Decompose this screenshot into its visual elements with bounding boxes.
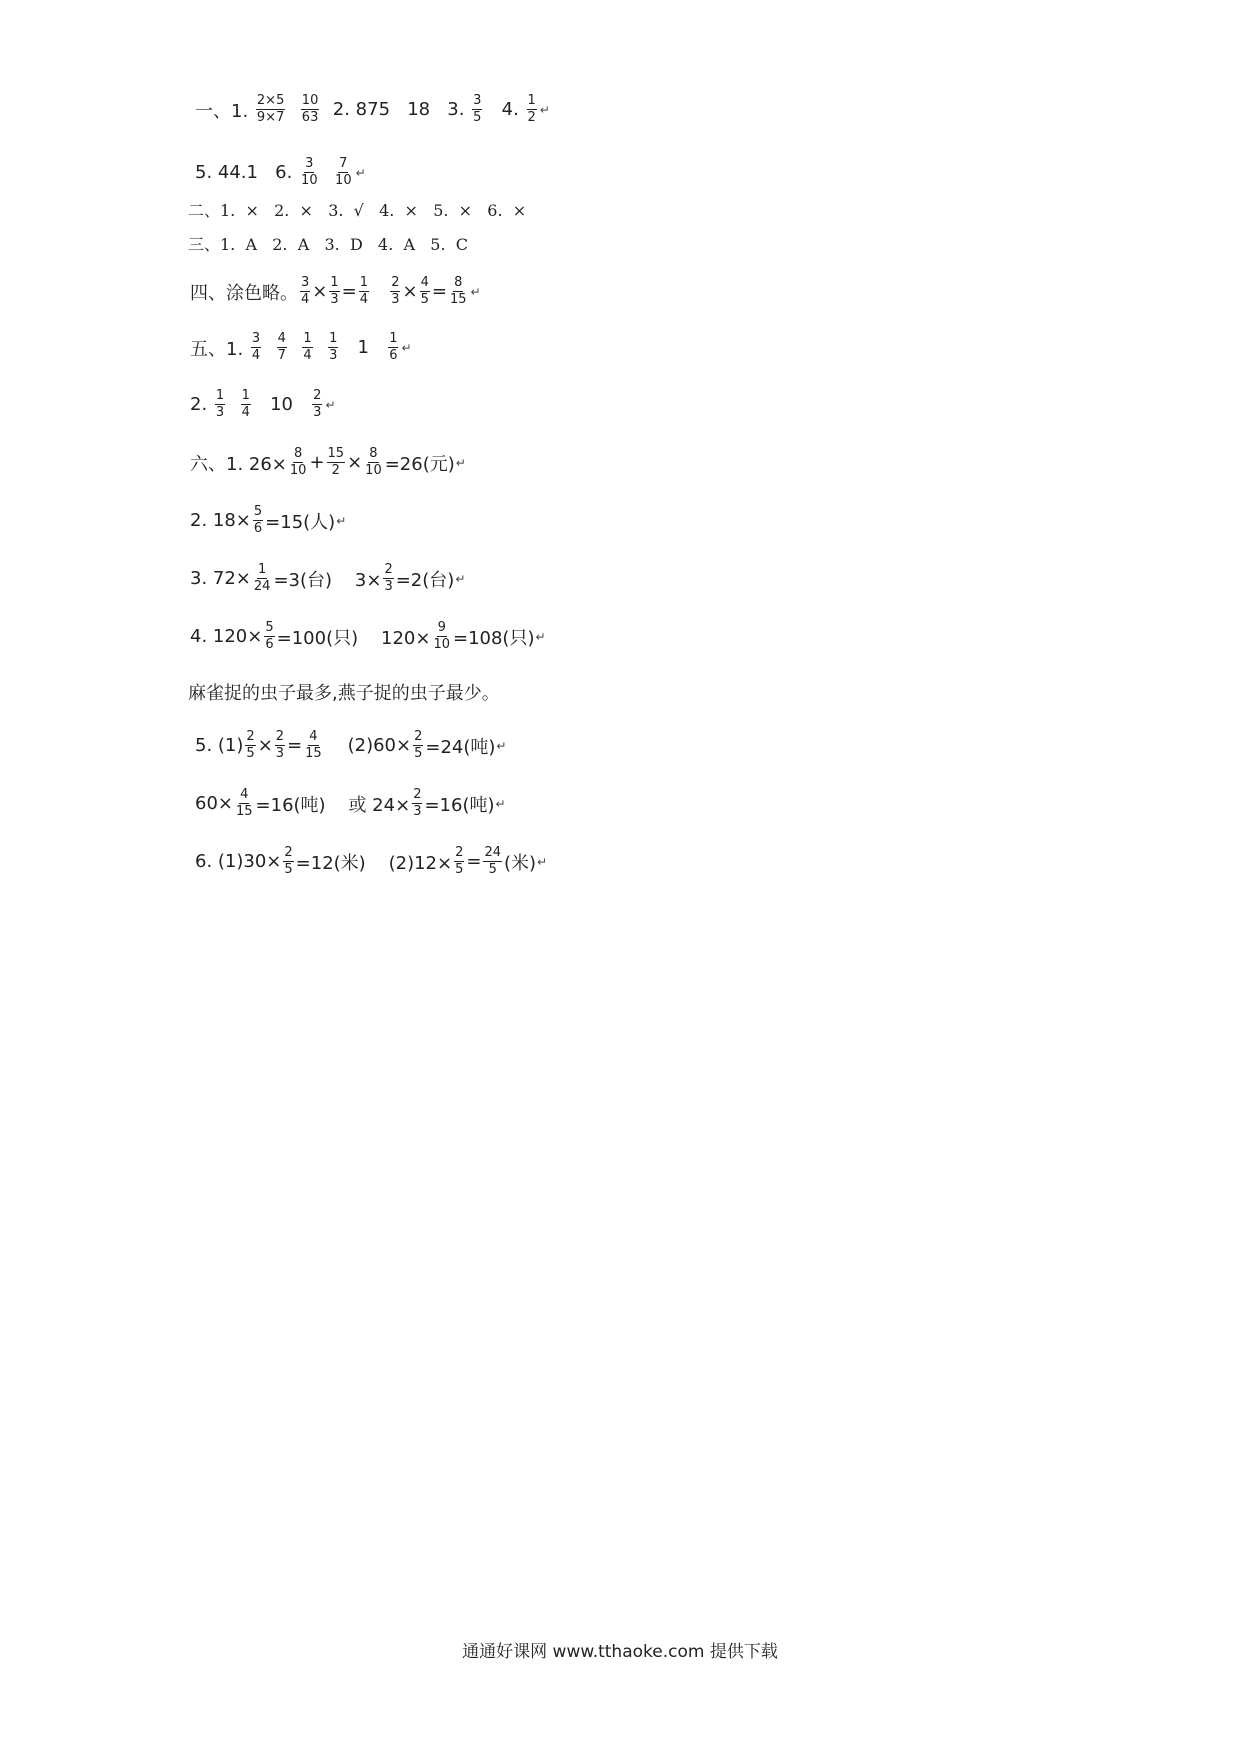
fraction-denominator: 5	[455, 862, 464, 877]
answer-text: 六、1. 26×	[190, 453, 287, 475]
fraction-numerator: 2	[313, 388, 322, 403]
fraction	[383, 563, 393, 594]
answer-line	[190, 563, 465, 594]
fraction	[235, 788, 254, 819]
fraction-numerator: 4	[309, 729, 318, 744]
answer-text: ×	[257, 735, 273, 756]
fraction-numerator: 1	[389, 331, 398, 346]
fraction-denominator: 10	[433, 637, 450, 652]
fraction-denominator: 5	[473, 110, 482, 125]
answer-text: 麻雀捉的虫子最多,燕子捉的虫子最少。	[188, 683, 500, 704]
fraction-denominator: 3	[215, 405, 225, 420]
fraction	[432, 621, 451, 652]
answer-text	[321, 162, 332, 183]
answer-text: =	[466, 851, 482, 872]
answer-line	[190, 276, 481, 307]
answer-text: =12(米) (2)12×	[295, 852, 453, 874]
fraction-numerator: 1	[258, 562, 267, 577]
fraction	[275, 730, 285, 761]
fraction	[241, 389, 251, 420]
fraction-numerator: 1	[303, 331, 312, 346]
answer-text: =	[431, 281, 447, 302]
fraction	[527, 94, 537, 125]
fraction-denominator: 4	[241, 405, 250, 420]
fraction-numerator: 8	[454, 275, 463, 290]
fraction	[334, 157, 353, 188]
answer-text: 4. 120×	[190, 626, 263, 647]
fraction	[472, 94, 482, 125]
fraction-numerator: 2	[391, 275, 400, 290]
paragraph-mark-icon: ↵	[455, 571, 466, 586]
answer-line	[188, 232, 468, 255]
fraction	[253, 505, 263, 536]
fraction	[329, 276, 339, 307]
fraction	[388, 332, 398, 363]
fraction-denominator: 3	[329, 348, 338, 363]
fraction	[420, 276, 430, 307]
answer-text: 2. 18×	[190, 510, 251, 531]
answer-line	[190, 621, 546, 652]
fraction-numerator: 2	[455, 845, 464, 860]
fraction-denominator: 5	[284, 862, 293, 877]
fraction-numerator: 1	[359, 275, 369, 290]
fraction	[277, 332, 287, 363]
fraction	[283, 846, 293, 877]
fraction-denominator: 6	[253, 521, 263, 536]
fraction-numerator: 4	[240, 787, 249, 802]
answer-text: 4.	[484, 99, 525, 120]
fraction-denominator: 10	[289, 463, 307, 478]
answer-text: 五、1.	[190, 338, 249, 360]
fraction-numerator: 1	[329, 331, 338, 346]
answer-text: 一、1.	[195, 100, 254, 122]
answer-text: ×	[312, 281, 328, 302]
answer-text: (2)60×	[324, 735, 412, 756]
answer-line	[195, 846, 547, 877]
fraction	[312, 389, 322, 420]
fraction-denominator: 15	[305, 746, 322, 761]
answer-line	[195, 94, 550, 125]
answer-text: 3. 72×	[190, 568, 251, 589]
answer-text: =24(吨)	[425, 736, 496, 758]
fraction-denominator: 63	[301, 110, 319, 125]
fraction-numerator: 15	[327, 446, 345, 461]
fraction-denominator: 6	[389, 348, 398, 363]
answer-text	[287, 99, 298, 120]
fraction	[483, 846, 502, 877]
answer-line	[190, 447, 466, 478]
answer-line	[188, 198, 526, 221]
fraction-denominator: 15	[236, 804, 253, 819]
answer-text: 1	[340, 337, 387, 358]
paragraph-mark-icon: ↵	[496, 738, 507, 753]
paragraph-mark-icon: ↵	[401, 340, 412, 355]
answer-text	[263, 337, 274, 358]
paragraph-mark-icon: ↵	[470, 284, 481, 299]
answer-text: =2(台)	[395, 569, 455, 591]
answer-text: =	[341, 281, 357, 302]
fraction-numerator: 5	[265, 620, 274, 635]
fraction-denominator: 2	[331, 463, 340, 478]
fraction	[256, 94, 285, 125]
fraction-numerator: 2	[246, 729, 255, 744]
answer-text: 6. (1)30×	[195, 851, 282, 872]
answer-line	[190, 332, 412, 363]
fraction	[454, 846, 464, 877]
fraction-denominator: 5	[246, 746, 255, 761]
answer-text: =108(只)	[452, 627, 535, 649]
fraction	[412, 788, 422, 819]
answer-text: =	[287, 735, 303, 756]
answer-text: 5. 44.1 6.	[195, 162, 299, 183]
fraction-numerator: 3	[473, 93, 482, 108]
fraction-numerator: 2×5	[256, 93, 285, 108]
answer-line	[195, 730, 506, 761]
paragraph-mark-icon: ↵	[455, 455, 466, 470]
answer-text: 二、1. × 2. × 3. √ 4. × 5. × 6. ×	[188, 201, 527, 220]
fraction-numerator: 10	[301, 93, 319, 108]
answer-text: 10	[252, 394, 311, 415]
fraction-denominator: 4	[303, 348, 312, 363]
fraction-numerator: 9	[437, 620, 446, 635]
fraction-denominator: 10	[301, 173, 318, 188]
fraction-denominator: 5	[420, 292, 429, 307]
fraction	[364, 447, 383, 478]
fraction-numerator: 2	[413, 787, 422, 802]
footer-credit: 通通好课网 www.tthaoke.com 提供下载	[462, 1642, 778, 1662]
answer-text: =15(人)	[265, 511, 336, 533]
fraction-numerator: 3	[305, 156, 314, 171]
answer-text: 2. 875 18 3.	[321, 99, 471, 120]
answer-text: =16(吨)	[424, 794, 495, 816]
fraction-denominator: 3	[413, 804, 422, 819]
paragraph-mark-icon: ↵	[537, 854, 548, 869]
fraction-numerator: 2	[414, 729, 423, 744]
fraction-numerator: 1	[215, 388, 225, 403]
answer-text	[315, 337, 326, 358]
answer-text: (米)	[504, 852, 537, 874]
answer-text: =26(元)	[384, 453, 455, 475]
fraction-numerator: 8	[294, 446, 303, 461]
answer-text: 四、涂色略。	[190, 282, 298, 304]
fraction	[449, 276, 468, 307]
fraction	[215, 389, 225, 420]
fraction-denominator: 5	[414, 746, 423, 761]
fraction-denominator: 3	[391, 292, 400, 307]
paragraph-mark-icon: ↵	[539, 102, 550, 117]
fraction	[245, 730, 255, 761]
fraction	[300, 276, 310, 307]
fraction-denominator: 3	[384, 579, 393, 594]
paragraph-mark-icon: ↵	[325, 397, 336, 412]
fraction	[301, 94, 320, 125]
fraction-denominator: 4	[251, 348, 261, 363]
fraction-denominator: 15	[449, 292, 467, 307]
answer-text: =16(吨) 或 24×	[255, 794, 411, 816]
fraction	[253, 563, 272, 594]
fraction-denominator: 10	[335, 173, 352, 188]
answer-text	[289, 337, 300, 358]
fraction-denominator: 2	[527, 110, 536, 125]
fraction-numerator: 3	[251, 331, 261, 346]
answer-text: =3(台) 3×	[273, 569, 382, 591]
answer-line	[188, 679, 500, 705]
fraction	[359, 276, 369, 307]
fraction-denominator: 6	[265, 637, 274, 652]
fraction-numerator: 1	[330, 275, 339, 290]
fraction-numerator: 8	[369, 446, 378, 461]
fraction-denominator: 4	[301, 292, 310, 307]
answer-line	[195, 157, 366, 188]
answer-text: 60×	[195, 793, 233, 814]
paragraph-mark-icon: ↵	[495, 796, 506, 811]
fraction-numerator: 2	[284, 845, 293, 860]
answer-text: =100(只) 120×	[276, 627, 431, 649]
fraction-denominator: 9×7	[256, 110, 285, 125]
answer-text: +	[309, 452, 325, 473]
fraction	[264, 621, 274, 652]
paragraph-mark-icon: ↵	[535, 629, 546, 644]
fraction	[251, 332, 261, 363]
paragraph-mark-icon: ↵	[336, 513, 347, 528]
answer-text: 三、1. A 2. A 3. D 4. A 5. C	[188, 235, 468, 254]
fraction-denominator: 24	[253, 579, 271, 594]
fraction-denominator: 7	[277, 348, 286, 363]
answer-text: ×	[347, 452, 363, 473]
answer-line	[195, 788, 506, 819]
fraction	[390, 276, 400, 307]
fraction-denominator: 3	[330, 292, 339, 307]
fraction-numerator: 4	[277, 331, 286, 346]
fraction-numerator: 2	[275, 729, 285, 744]
fraction	[300, 157, 319, 188]
answer-text: 2.	[190, 394, 213, 415]
fraction-denominator: 4	[359, 292, 369, 307]
fraction-numerator: 5	[253, 504, 263, 519]
fraction-numerator: 1	[527, 93, 536, 108]
fraction-denominator: 10	[365, 463, 382, 478]
fraction-numerator: 3	[301, 275, 310, 290]
answer-line	[190, 505, 346, 536]
fraction-denominator: 3	[313, 405, 322, 420]
answer-text	[371, 281, 388, 302]
answer-text	[227, 394, 238, 415]
paragraph-mark-icon: ↵	[355, 165, 366, 180]
fraction	[304, 730, 323, 761]
fraction	[413, 730, 423, 761]
fraction-numerator: 1	[241, 388, 250, 403]
fraction-numerator: 7	[339, 156, 348, 171]
fraction	[302, 332, 312, 363]
fraction	[289, 447, 308, 478]
fraction-numerator: 2	[384, 562, 393, 577]
fraction-denominator: 5	[488, 862, 497, 877]
fraction	[327, 447, 346, 478]
fraction-numerator: 4	[420, 275, 429, 290]
answer-text: ×	[402, 281, 418, 302]
fraction-numerator: 24	[484, 845, 501, 860]
answer-text: 5. (1)	[195, 735, 244, 756]
answer-line	[190, 389, 336, 420]
fraction-denominator: 3	[275, 746, 285, 761]
fraction	[328, 332, 338, 363]
